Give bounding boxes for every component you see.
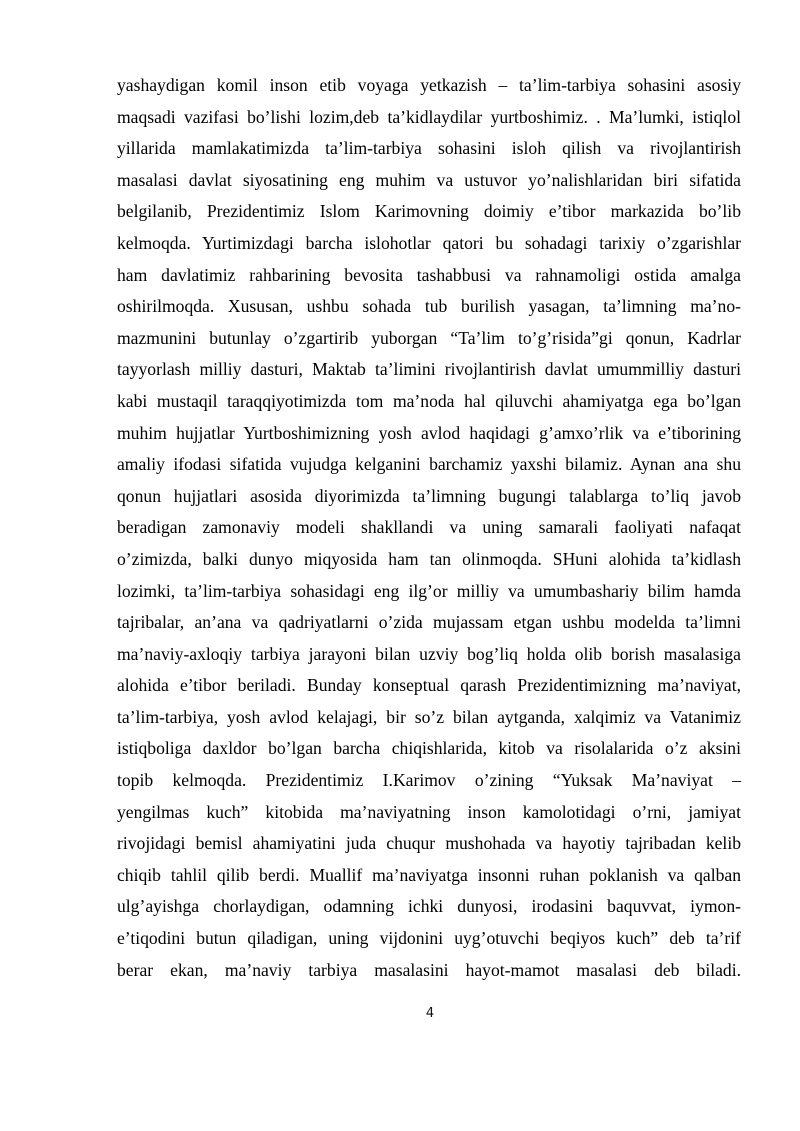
- text-line: yashaydigan komil inson etib voyaga yetkazish – ta’lim-tarbiya sohasini asosiy: [117, 75, 741, 95]
- body-text: [117, 70, 741, 986]
- text-line: tajribalar, an’ana va qadriyatlarni o’zida mujassam etgan ushbu modelda ta’limni: [117, 612, 741, 633]
- text-line: ta’lim-tarbiya, yosh avlod kelajagi, bir so’z bilan aytganda, xalqimiz va Vatanimiz: [117, 706, 741, 727]
- text-line: yillarida mamlakatimizda ta’lim-tarbiya sohasini isloh qilish va rivojlantirish: [117, 138, 741, 159]
- text-line: berar ekan, ma’naviy tarbiya masalasini hayot-mamot masalasi deb biladi.: [117, 959, 741, 980]
- text-line: muhim hujjatlar Yurtboshimizning yosh avlod haqidagi g’amxo’rlik va e’tiborining: [117, 422, 741, 443]
- text-line: rivojidagi bemisl ahamiyatini juda chuqur mushohada va hayotiy tajribadan kelib: [117, 833, 741, 854]
- text-line: e’tiqodini butun qiladigan, uning vijdonini uyg’otuvchi beqiyos kuch” deb ta’rif: [117, 928, 741, 949]
- text-line: tayyorlash milliy dasturi, Maktab ta’limini rivojlantirish davlat umummilliy dasturi: [117, 359, 741, 380]
- text-line: lozimki, ta’lim-tarbiya sohasidagi eng ilg’or milliy va umumbashariy bilim hamda: [117, 580, 741, 601]
- text-line: alohida e’tibor beriladi. Bunday konseptual qarash Prezidentimizning ma’naviyat,: [117, 675, 741, 696]
- text-line: amaliy ifodasi sifatida vujudga kelganini barchamiz yaxshi bilamiz. Aynan ana shu: [117, 454, 741, 475]
- text-line: o’zimizda, balki dunyo miqyosida ham tan olinmoqda. SHuni alohida ta’kidlash: [117, 548, 741, 569]
- text-line: ham davlatimiz rahbarining bevosita tashabbusi va rahnamoligi ostida amalga: [117, 264, 741, 285]
- text-line: beradigan zamonaviy modeli shakllandi va uning samarali faoliyati nafaqat: [117, 517, 741, 538]
- page-number: 4: [425, 1006, 435, 1021]
- text-line: ma’naviy-axloqiy tarbiya jarayoni bilan uzviy bog’liq holda olib borish masalasiga: [117, 643, 741, 664]
- text-line: masalasi davlat siyosatining eng muhim va ustuvor yo’nalishlaridan biri sifatida: [117, 169, 741, 190]
- text-line: kelmoqda. Yurtimizdagi barcha islohotlar qatori bu sohadagi tarixiy o’zgarishlar: [117, 232, 741, 253]
- text-line: yengilmas kuch” kitobida ma’naviyatning inson kamolotidagi o’rni, jamiyat: [117, 801, 741, 822]
- text-line: kabi mustaqil taraqqiyotimizda tom ma’noda hal qiluvchi ahamiyatga ega bo’lgan: [117, 390, 741, 411]
- text-line: belgilanib, Prezidentimiz Islom Karimovning doimiy e’tibor markazida bo’lib: [117, 201, 741, 222]
- text-line: topib kelmoqda. Prezidentimiz I.Karimov o’zining “Yuksak Ma’naviyat –: [117, 770, 741, 791]
- text-line: istiqboliga daxldor bo’lgan barcha chiqishlarida, kitob va risolalarida o’z aksini: [117, 738, 741, 759]
- text-line: mazmunini butunlay o’zgartirib yuborgan “Ta’lim to’g’risida”gi qonun, Kadrlar: [117, 327, 741, 348]
- text-line: ulg’ayishga chorlaydigan, odamning ichki dunyosi, irodasini baquvvat, iymon-: [117, 896, 741, 917]
- text-line: chiqib tahlil qilib berdi. Muallif ma’naviyatga insonni ruhan poklanish va qalban: [117, 864, 741, 885]
- text-line: qonun hujjatlari asosida diyorimizda ta’limning bugungi talablarga to’liq javob: [117, 485, 741, 506]
- text-line: maqsadi vazifasi bo’lishi lozim,deb ta’kidlaydilar yurtboshimiz. . Ma’lumki, istiqlol: [117, 106, 741, 127]
- text-line: oshirilmoqda. Xususan, ushbu sohada tub burilish yasagan, ta’limning ma’no-: [117, 296, 741, 317]
